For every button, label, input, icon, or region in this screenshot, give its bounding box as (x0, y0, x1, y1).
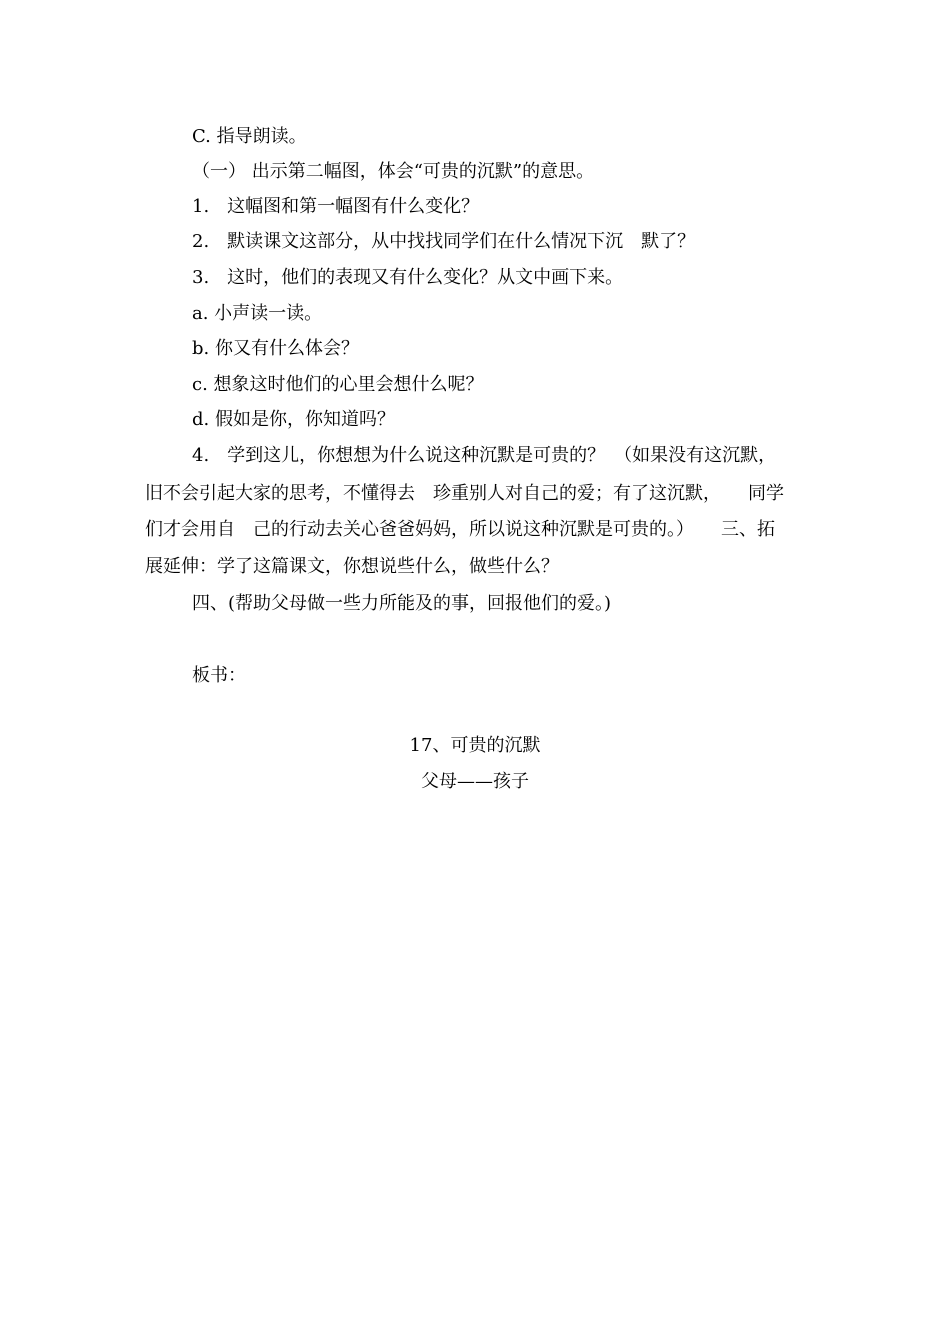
sub-list-item: d. 假如是你，你知道吗？ (192, 409, 395, 430)
section-heading: （一） 出示第二幅图，体会“可贵的沉默”的意思。 (192, 161, 595, 182)
board-title: 17、可贵的沉默 (409, 735, 541, 756)
sub-list-item: c. 想象这时他们的心里会想什么呢？ (192, 374, 484, 395)
board-subtitle: 父母——孩子 (421, 771, 529, 792)
list-item: 3. 这时，他们的表现又有什么变化？从文中画下来。 (192, 267, 624, 288)
board-label: 板书： (192, 665, 246, 686)
paragraph-line: 展延伸：学了这篇课文，你想说些什么，做些什么？ (145, 556, 559, 577)
section-heading: 四、(帮助父母做一些力所能及的事，回报他们的爱。) (192, 593, 612, 614)
list-item: 4. 学到这儿，你想想为什么说这种沉默是可贵的？ （如果没有这沉默， (192, 445, 777, 466)
paragraph-line: 旧不会引起大家的思考，不懂得去 珍重别人对自己的爱；有了这沉默， 同学 (145, 483, 784, 504)
paragraph-line: 们才会用自 己的行动去关心爸爸妈妈，所以说这种沉默是可贵的。） 三、拓 (145, 519, 775, 540)
sub-list-item: b. 你又有什么体会？ (192, 338, 359, 359)
paragraph-line: C. 指导朗读。 (192, 126, 307, 147)
list-item: 2. 默读课文这部分，从中找找同学们在什么情况下沉 默了？ (192, 231, 696, 252)
list-item: 1. 这幅图和第一幅图有什么变化？ (192, 196, 480, 217)
sub-list-item: a. 小声读一读。 (192, 303, 323, 324)
